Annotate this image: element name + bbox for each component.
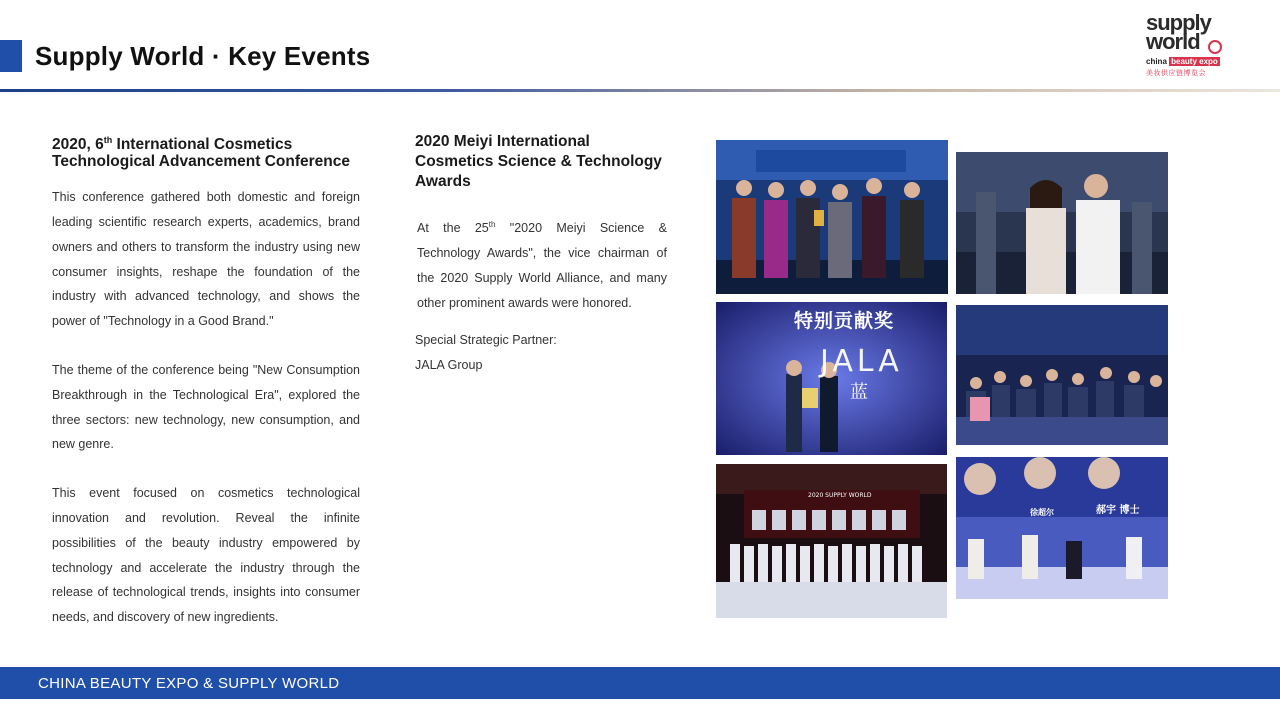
footer-text: CHINA BEAUTY EXPO & SUPPLY WORLD	[38, 675, 340, 692]
photo-group-stage	[716, 464, 947, 618]
award-banner-text: 特别贡献奖	[794, 310, 895, 332]
logo-mark-icon	[1208, 40, 1222, 54]
supply-world-logo	[1140, 12, 1230, 78]
award-brand-text: JALA	[820, 344, 903, 379]
footer-bar	[0, 667, 1280, 699]
conference-heading: 2020, 6th International Cosmetics Technological Advancement Conference	[52, 135, 351, 171]
awards-section	[415, 132, 667, 378]
group-banner-text: 2020 SUPPLY WORLD	[808, 492, 872, 499]
panel-name-2: 徐超尔	[1030, 508, 1054, 517]
awards-heading: 2020 Meiyi International Cosmetics Science & Technology Awards	[415, 133, 662, 190]
logo-line1: supply	[1146, 10, 1211, 35]
title-accent-bar	[0, 40, 22, 72]
header-divider	[0, 89, 1280, 92]
conference-paragraph-2: The theme of the conference being "New Consumption Breakthrough in the Technological Era", explored the three sectors: new technology, new consumption, and new genre.	[52, 362, 360, 452]
photo-award-stage	[716, 302, 947, 455]
award-brand-cn-text: 蓝	[850, 382, 868, 403]
partner-label: Special Strategic Partner:	[415, 333, 557, 348]
photo-attendees-phone	[956, 152, 1168, 294]
logo-line2: world	[1146, 29, 1200, 54]
conference-paragraph-1: This conference gathered both domestic and foreign leading scientific research experts, academics, brand owners and others to transform the industry using new consumer insights, reshape the foundation of the industry with advanced technology, and shows the power of "Technology in a Good Brand."	[52, 190, 360, 329]
partner-block	[415, 328, 667, 378]
partner-name: JALA Group	[415, 358, 483, 373]
logo-subtitle: china beauty expo	[1146, 57, 1218, 66]
awards-paragraph: At the 25th "2020 Meiyi Science & Technology Awards", the vice chairman of the 2020 Supply World Alliance, and many other prominent awards were honored.	[417, 220, 667, 310]
conference-paragraph-3: This event focused on cosmetics technological innovation and revolution. Reveal the infinite possibilities of the beauty industry empowered by technology and accelerate the industry through the release of technological trends, insights into consumer needs, and discovery of new ingredients.	[52, 486, 360, 625]
page-title: Supply World · Key Events	[35, 41, 371, 71]
photo-conference-audience	[956, 305, 1168, 445]
conference-section	[52, 132, 360, 630]
logo-chinese-text: 美妆供应链博览会	[1146, 70, 1206, 77]
panel-name-1: 郝宇 博士	[1096, 505, 1140, 516]
photo-award-handover	[716, 140, 948, 294]
photo-panel-discussion	[956, 457, 1168, 599]
